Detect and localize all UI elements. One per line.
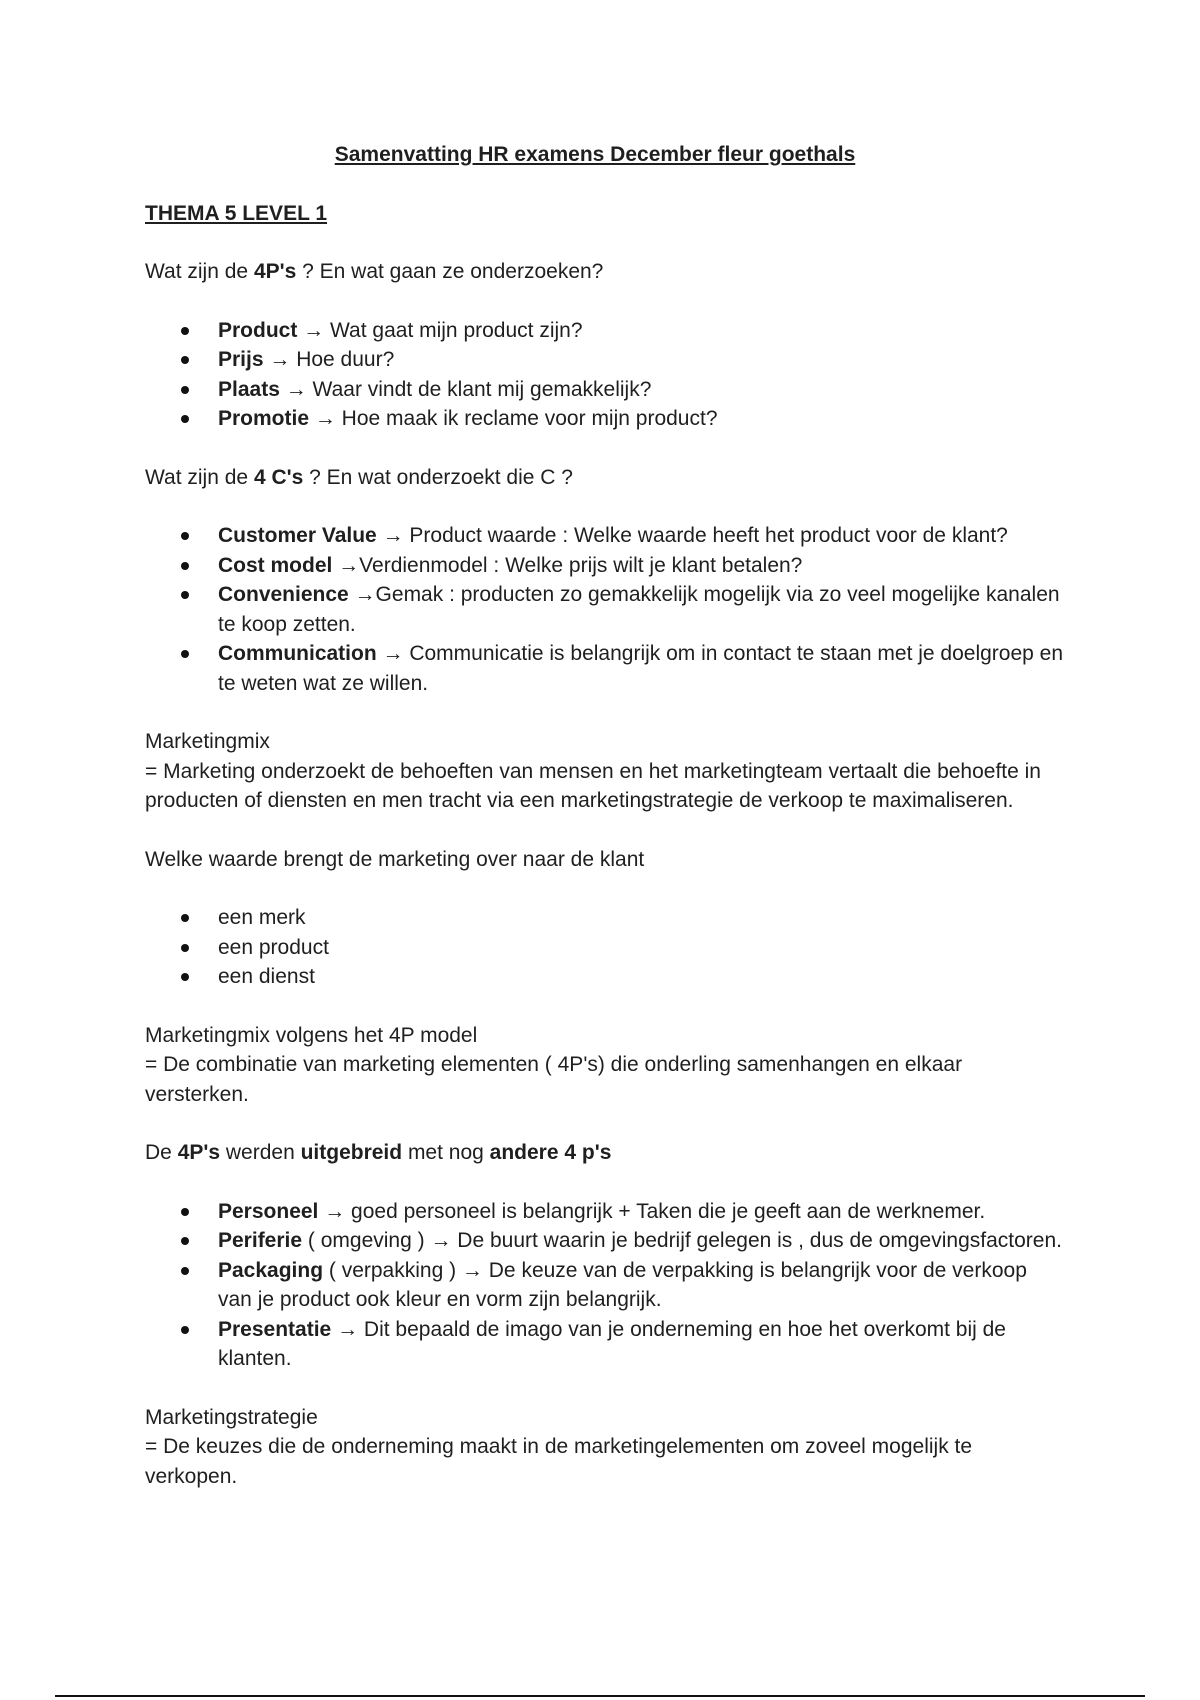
- list-item: Product → Wat gaat mijn product zijn?: [218, 316, 1065, 346]
- bullet-icon: [181, 944, 189, 952]
- bullet-icon: [181, 562, 189, 570]
- bullet-icon: [181, 591, 189, 599]
- section-heading: THEMA 5 LEVEL 1: [145, 201, 328, 225]
- document-page: [145, 140, 1065, 1491]
- bullet-icon: [181, 650, 189, 658]
- list-item: Customer Value → Product waarde : Welke waarde heeft het product voor de klant?: [218, 521, 1065, 551]
- list-item: Convenience →Gemak : producten zo gemakkelijk mogelijk via zo veel mogelijke kanalen te koop zetten.: [218, 580, 1065, 639]
- bullet-icon: [181, 415, 189, 423]
- list-4p: [145, 316, 1065, 434]
- marketingmix-definition: = Marketing onderzoekt de behoeften van mensen en het marketingteam vertaalt die behoefte in producten of diensten en men tracht via een marketingstrategie de verkoop te maximaliseren.: [145, 759, 1041, 812]
- bullet-icon: [181, 327, 189, 335]
- document-title: Samenvatting HR examens December fleur goethals: [334, 143, 856, 166]
- list-extra-4p: [145, 1197, 1065, 1374]
- list-item: een product: [218, 933, 1065, 963]
- list-item: Personeel → goed personeel is belangrijk + Taken die je geeft aan de werknemer.: [218, 1197, 1065, 1227]
- marketingmix-label: Marketingmix: [145, 730, 270, 753]
- list-item: Plaats → Waar vindt de klant mij gemakkelijk?: [218, 375, 1065, 405]
- list-4c: [145, 521, 1065, 698]
- bullet-icon: [181, 386, 189, 394]
- value-list: [145, 903, 1065, 992]
- list-item: Cost model →Verdienmodel : Welke prijs wilt je klant betalen?: [218, 551, 1065, 581]
- marketingmix-4p-definition: = De combinatie van marketing elementen ( 4P's) die onderling samenhangen en elkaar versterken.: [145, 1053, 963, 1106]
- list-item: Presentatie → Dit bepaald de imago van je onderneming en hoe het overkomt bij de klanten.: [218, 1315, 1065, 1374]
- bullet-icon: [181, 532, 189, 540]
- bullet-icon: [181, 1237, 189, 1245]
- list-item: een merk: [218, 903, 1065, 933]
- marketingmix-4p-label: Marketingmix volgens het 4P model: [145, 1023, 478, 1047]
- extended-intro: De 4P's werden uitgebreid met nog andere 4 p's: [145, 1141, 612, 1164]
- bullet-icon: [181, 1267, 189, 1275]
- bullet-icon: [181, 973, 189, 981]
- list-item: Promotie → Hoe maak ik reclame voor mijn product?: [218, 404, 1065, 434]
- list-item: Packaging ( verpakking ) → De keuze van de verpakking is belangrijk voor de verkoop van je product ook kleur en vorm zijn belangrijk.: [218, 1256, 1065, 1315]
- list-item: Prijs → Hoe duur?: [218, 345, 1065, 375]
- bullet-icon: [181, 914, 189, 922]
- strategy-definition: = De keuzes die de onderneming maakt in de marketingelementen om zoveel mogelijk te verkopen.: [145, 1435, 973, 1488]
- list-item: een dienst: [218, 962, 1065, 992]
- bullet-icon: [181, 1208, 189, 1216]
- list-item: Communication → Communicatie is belangrijk om in contact te staan met je doelgroep en te weten wat ze willen.: [218, 639, 1065, 698]
- bullet-icon: [181, 1326, 189, 1334]
- strategy-label: Marketingstrategie: [145, 1405, 318, 1429]
- question-4c: Wat zijn de 4 C's ? En wat onderzoekt die C ?: [145, 465, 573, 489]
- footer-divider: [55, 1695, 1145, 1697]
- question-4p: Wat zijn de 4P's ? En wat gaan ze onderzoeken?: [145, 260, 604, 283]
- bullet-icon: [181, 356, 189, 364]
- value-question: Welke waarde brengt de marketing over naar de klant: [145, 847, 645, 871]
- list-item: Periferie ( omgeving ) → De buurt waarin je bedrijf gelegen is , dus de omgevingsfactoren.: [218, 1226, 1065, 1256]
